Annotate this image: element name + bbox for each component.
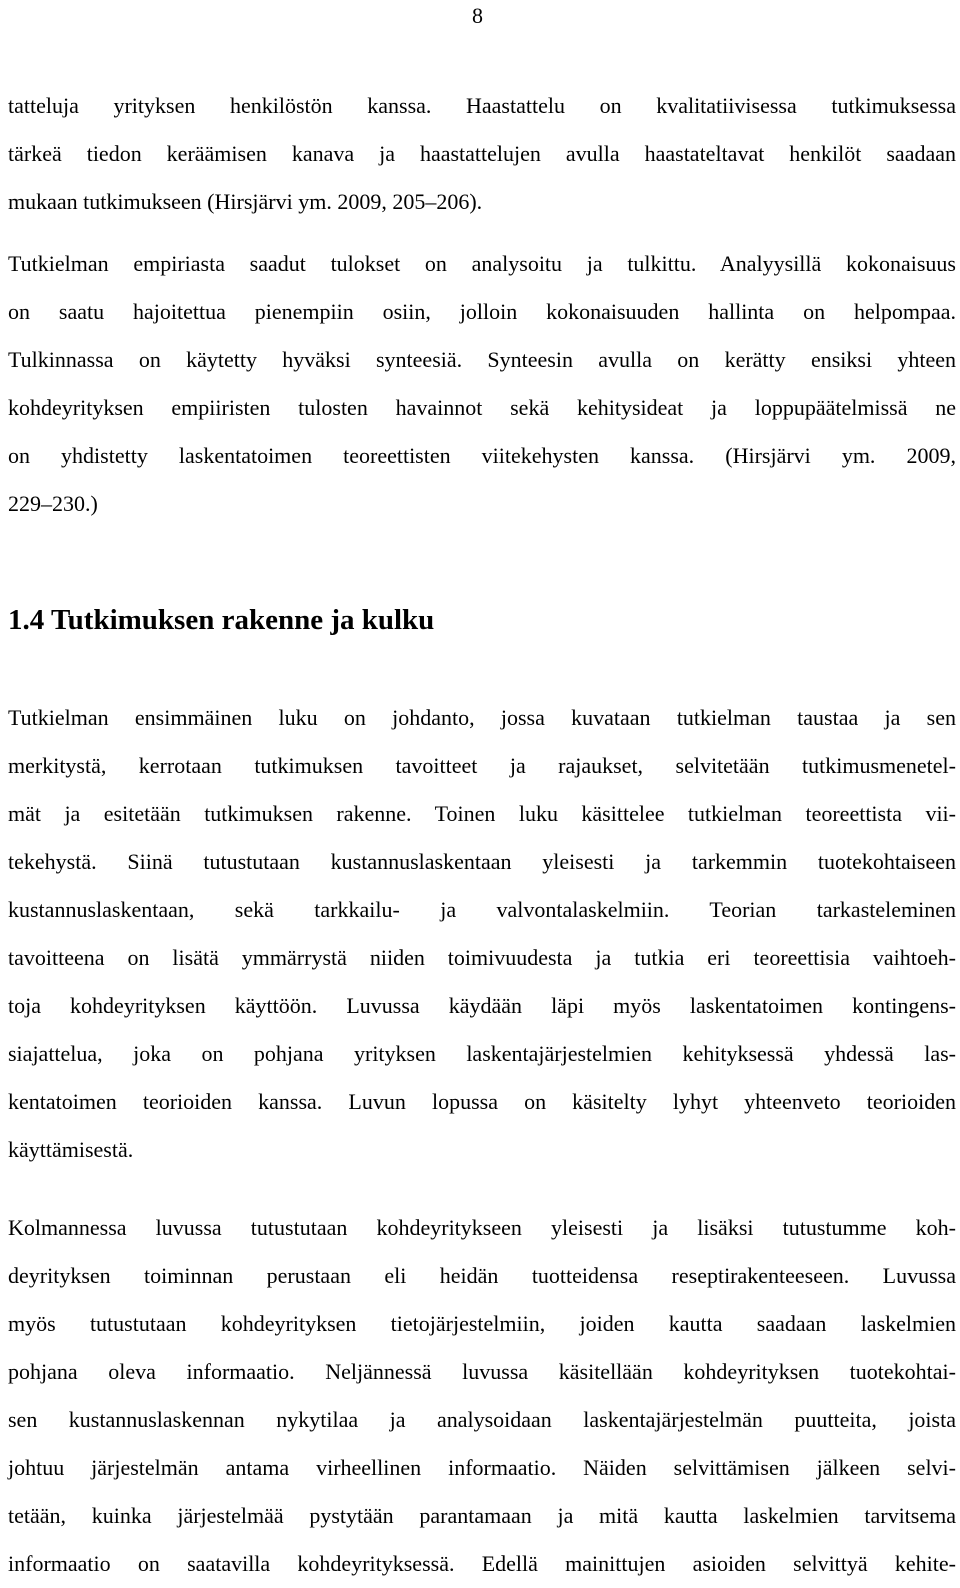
text-line: kohdeyrityksen empiiristen tulosten havainnot sekä kehitysideat ja loppupäätelmissä ne <box>8 395 956 420</box>
page-number: 8 <box>472 3 483 28</box>
text-line: tetään, kuinka järjestelmää pystytään parantamaan ja mitä kautta laskelmien tarvitsema <box>8 1503 956 1528</box>
text-line: mät ja esitetään tutkimuksen rakenne. Toinen luku käsittelee tutkielman teoreettista vii- <box>8 801 956 826</box>
text-line: informaatio on saatavilla kohdeyrityksessä. Edellä mainittujen asioiden selvittyä kehite- <box>8 1551 956 1576</box>
text-line: kustannuslaskentaan, sekä tarkkailu- ja valvontalaskelmiin. Teorian tarkasteleminen <box>8 897 956 922</box>
text-line: tärkeä tiedon keräämisen kanava ja haastattelujen avulla haastateltavat henkilöt saadaan <box>8 141 956 166</box>
paragraph-3 <box>8 694 956 1174</box>
text-line: toja kohdeyrityksen käyttöön. Luvussa käydään läpi myös laskentatoimen kontingens- <box>8 993 956 1018</box>
text-line: on yhdistetty laskentatoimen teoreettisten viitekehysten kanssa. (Hirsjärvi ym. 2009, <box>8 443 956 468</box>
text-line: Tutkielman empiriasta saadut tulokset on analysoitu ja tulkittu. Analyysillä kokonaisuus <box>8 251 956 276</box>
text-line: johtuu järjestelmän antama virheellinen informaatio. Näiden selvittämisen jälkeen selvi- <box>8 1455 956 1480</box>
text-line: tatteluja yrityksen henkilöstön kanssa. Haastattelu on kvalitatiivisessa tutkimuksessa <box>8 93 956 118</box>
text-line: pohjana oleva informaatio. Neljännessä luvussa käsitellään kohdeyrityksen tuotekohtai- <box>8 1359 956 1384</box>
section-heading: 1.4 Tutkimuksen rakenne ja kulku <box>8 604 435 636</box>
text-line: deyrityksen toiminnan perustaan eli heidän tuotteidensa reseptirakenteeseen. Luvussa <box>8 1263 956 1288</box>
text-line: tavoitteena on lisätä ymmärrystä niiden toimivuudesta ja tutkia eri teoreettisia vaihtoeh- <box>8 945 956 970</box>
text-line: siajattelua, joka on pohjana yrityksen laskentajärjestelmien kehityksessä yhdessä las- <box>8 1041 956 1066</box>
paragraph-2 <box>8 240 956 528</box>
paragraph-1 <box>8 82 956 226</box>
text-line: käyttämisestä. <box>8 1137 134 1162</box>
text-line: mukaan tutkimukseen (Hirsjärvi ym. 2009, 205–206). <box>8 189 483 214</box>
text-line: merkitystä, kerrotaan tutkimuksen tavoitteet ja rajaukset, selvitetään tutkimusmenetel- <box>8 753 956 778</box>
text-line: 229–230.) <box>8 491 98 516</box>
text-line: tekehystä. Siinä tutustutaan kustannuslaskentaan yleisesti ja tarkemmin tuotekohtaiseen <box>8 849 956 874</box>
text-line: Tutkielman ensimmäinen luku on johdanto, jossa kuvataan tutkielman taustaa ja sen <box>8 705 956 730</box>
text-line: Kolmannessa luvussa tutustutaan kohdeyritykseen yleisesti ja lisäksi tutustumme koh- <box>8 1215 956 1240</box>
text-line: Tulkinnassa on käytetty hyväksi synteesiä. Synteesin avulla on kerätty ensiksi yhteen <box>8 347 956 372</box>
text-line: kentatoimen teorioiden kanssa. Luvun lopussa on käsitelty lyhyt yhteenveto teorioiden <box>8 1089 956 1114</box>
text-line: sen kustannuslaskennan nykytilaa ja analysoidaan laskentajärjestelmän puutteita, joista <box>8 1407 956 1432</box>
text-line: myös tutustutaan kohdeyrityksen tietojärjestelmiin, joiden kautta saadaan laskelmien <box>8 1311 956 1336</box>
paragraph-4 <box>8 1204 956 1588</box>
text-line: on saatu hajoitettua pienempiin osiin, jolloin kokonaisuuden hallinta on helpompaa. <box>8 299 956 324</box>
